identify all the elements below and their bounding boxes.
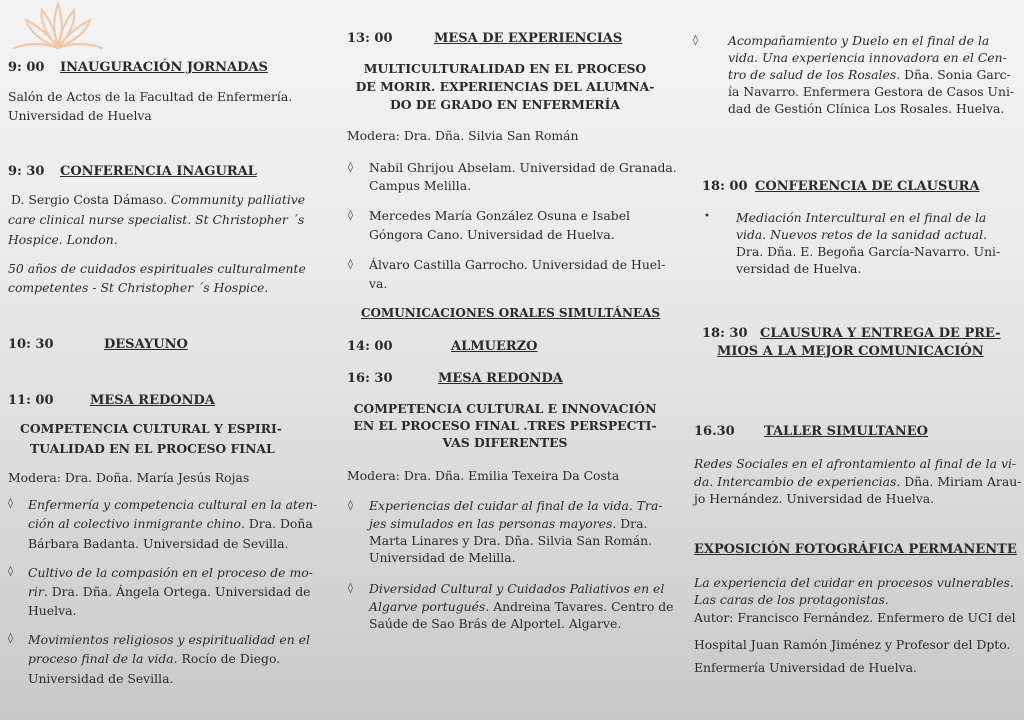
text-line: Hospital Juan Ramón Jiménez y Profesor del Dpto. bbox=[694, 637, 1011, 652]
italic-text: ción al colectivo inmigrante chino bbox=[28, 516, 241, 531]
text-line bbox=[28, 516, 313, 532]
text-line: versidad de Huelva. bbox=[736, 261, 862, 276]
time-label: 16: 30 bbox=[347, 371, 393, 386]
bullet-diamond-icon: ◊ bbox=[348, 210, 353, 221]
text-line: ía Navarro. Enfermera Gestora de Casos Uni- bbox=[728, 84, 1015, 99]
italic-text: Algarve portugués bbox=[369, 599, 486, 614]
plain-text: . Dra. bbox=[612, 516, 648, 531]
section-title: INAUGURACIÓN JORNADAS bbox=[60, 60, 268, 75]
text-line: La experiencia del cuidar en procesos vulnerables. bbox=[694, 575, 1014, 590]
section-title: DESAYUNO bbox=[104, 337, 188, 352]
text-line: Redes Sociales en el afrontamiento al final de la vi- bbox=[694, 456, 1017, 471]
text-line: Saúde de Sao Brás de Alportel. Algarve. bbox=[369, 616, 622, 631]
subtitle-line: MULTICULTURALIDAD EN EL PROCESO bbox=[363, 61, 647, 76]
lotus-logo-icon bbox=[8, 0, 108, 52]
text-line: vida. Una experiencia innovadora en el Cen- bbox=[728, 50, 1007, 65]
text-line: Nabil Ghrijou Abselam. Universidad de Granada. bbox=[369, 160, 677, 175]
moderator-line: Modera: Dra. Dña. Silvia San Román bbox=[347, 128, 579, 143]
section-title: EXPOSICIÓN FOTOGRÁFICA PERMANENTE bbox=[694, 542, 1017, 557]
plain-text: . Dña. Miriam Arau- bbox=[896, 474, 1022, 489]
text-line bbox=[369, 516, 647, 532]
time-label: 18: 30 bbox=[702, 326, 748, 341]
italic-text: da. Intercambio de experiencias bbox=[694, 474, 897, 489]
text-line: Bárbara Badanta. Universidad de Sevilla. bbox=[28, 536, 289, 551]
text-line: Universidad de Sevilla. bbox=[28, 671, 174, 686]
text-line bbox=[28, 584, 310, 600]
text-line: Mercedes María González Osuna e Isabel bbox=[369, 208, 631, 223]
time-label: 9: 00 bbox=[8, 60, 45, 75]
subtitle-line: TUALIDAD EN EL PROCESO FINAL bbox=[30, 441, 275, 456]
text-line bbox=[369, 599, 674, 615]
subtitle-line: DE MORIR. EXPERIENCIAS DEL ALUMNA- bbox=[355, 79, 655, 94]
moderator-line: Modera: Dra. Dña. Emilia Texeira Da Costa bbox=[347, 468, 620, 483]
text-line: Las caras de los protagonistas. bbox=[694, 592, 889, 607]
text-line: Universidad de Melilla. bbox=[369, 550, 516, 565]
text-line: care clinical nurse specialist. St Christopher ´s bbox=[8, 212, 305, 227]
bullet-diamond-icon: ◊ bbox=[348, 259, 353, 270]
subtitle-line: EN EL PROCESO FINAL .TRES PERSPECTI- bbox=[353, 418, 657, 433]
text-line: Salón de Actos de la Facultad de Enfermería. bbox=[8, 89, 293, 104]
text-line: Mediación Intercultural en el final de la bbox=[736, 210, 987, 225]
plain-text: . Andreina Tavares. Centro de bbox=[485, 599, 674, 614]
plain-text: . Dña. Sonia Garc- bbox=[896, 67, 1011, 82]
time-label: 16.30 bbox=[694, 424, 735, 439]
text-line: Dra. Dña. E. Begoña García-Navarro. Uni- bbox=[736, 244, 1001, 259]
text-line bbox=[28, 651, 280, 667]
section-title: COMUNICACIONES ORALES SIMULTÁNEAS bbox=[361, 306, 661, 320]
text-line: Enfermería y competencia cultural en la aten- bbox=[28, 497, 318, 512]
bullet-diamond-icon: ◊ bbox=[348, 583, 353, 594]
plain-text: . bbox=[983, 227, 988, 242]
text-line: competentes - St Christopher ´s Hospice. bbox=[8, 280, 269, 295]
text-line: Universidad de Huelva bbox=[8, 108, 152, 123]
italic-text: proceso final de la vida bbox=[28, 651, 174, 666]
subtitle-line: COMPETENCIA CULTURAL E INNOVACIÓN bbox=[353, 401, 657, 416]
text-line: Autor: Francisco Fernández. Enfermero de UCI del bbox=[694, 610, 1016, 625]
time-label: 11: 00 bbox=[8, 393, 54, 408]
plain-text: . Dra. Doña bbox=[241, 516, 313, 531]
time-label: 10: 30 bbox=[8, 337, 54, 352]
section-title: MESA DE EXPERIENCIAS bbox=[434, 31, 623, 46]
text-line: Movimientos religiosos y espiritualidad en el bbox=[28, 632, 310, 647]
text-line: Huelva. bbox=[28, 603, 77, 618]
subtitle-line: COMPETENCIA CULTURAL Y ESPIRI- bbox=[20, 421, 282, 436]
italic-text: rir bbox=[28, 584, 44, 599]
section-title: CONFERENCIA INAGURAL bbox=[60, 164, 257, 179]
bullet-diamond-icon: ◊ bbox=[8, 566, 13, 577]
bullet-diamond-icon: ◊ bbox=[8, 498, 13, 509]
text-line: Acompañamiento y Duelo en el final de la bbox=[728, 33, 990, 48]
text-line bbox=[736, 227, 987, 243]
text-line: Experiencias del cuidar al final de la vida. Tra- bbox=[369, 498, 663, 513]
text-line: dad de Gestión Clínica Los Rosales. Huelva. bbox=[728, 101, 1005, 116]
text-line: Góngora Cano. Universidad de Huelva. bbox=[369, 227, 615, 242]
text-line: Campus Melilla. bbox=[369, 178, 472, 193]
text-line: Enfermería Universidad de Huelva. bbox=[694, 660, 917, 675]
italic-text: Community palliative bbox=[170, 192, 306, 207]
section-title: CONFERENCIA DE CLAUSURA bbox=[755, 179, 980, 194]
italic-text: jes simulados en las personas mayores bbox=[369, 516, 613, 531]
section-title: MESA REDONDA bbox=[90, 393, 215, 408]
section-title: MESA REDONDA bbox=[438, 371, 563, 386]
italic-text: tro de salud de los Rosales bbox=[728, 67, 897, 82]
text-line bbox=[694, 474, 1021, 490]
time-label: 9: 30 bbox=[8, 164, 45, 179]
text-line: jo Hernández. Universidad de Huelva. bbox=[694, 491, 935, 506]
subtitle-line: VAS DIFERENTES bbox=[442, 435, 568, 450]
time-label: 18: 00 bbox=[702, 179, 748, 194]
text-line: Cultivo de la compasión en el proceso de mo- bbox=[28, 565, 313, 580]
text-line bbox=[11, 192, 305, 208]
text-line: va. bbox=[369, 276, 388, 291]
text-line: Álvaro Castilla Garrocho. Universidad de Huel- bbox=[369, 257, 666, 272]
text-line: 50 años de cuidados espirituales culturalmente bbox=[8, 261, 306, 276]
section-title: ALMUERZO bbox=[451, 339, 538, 354]
bullet-diamond-icon: ◊ bbox=[8, 633, 13, 644]
subtitle-line: DO DE GRADO EN ENFERMERÍA bbox=[390, 97, 620, 112]
bullet-diamond-icon: ◊ bbox=[693, 35, 698, 46]
text-line bbox=[728, 67, 1011, 83]
bullet-diamond-icon: ◊ bbox=[348, 162, 353, 173]
time-label: 14: 00 bbox=[347, 339, 393, 354]
plain-text: . Dra. Dña. Ángela Ortega. Universidad de bbox=[43, 584, 311, 599]
bullet-diamond-icon: ◊ bbox=[348, 500, 353, 511]
section-title: CLAUSURA Y ENTREGA DE PRE- bbox=[760, 326, 1001, 341]
section-title: MIOS A LA MEJOR COMUNICACIÓN bbox=[717, 344, 984, 359]
speaker-name: D. Sergio Costa Dámaso. bbox=[11, 192, 168, 207]
section-title: TALLER SIMULTANEO bbox=[764, 424, 929, 439]
bullet-dot-icon: • bbox=[704, 211, 710, 222]
text-line: Diversidad Cultural y Cuidados Paliativos en el bbox=[369, 581, 665, 596]
plain-text: . Rocío de Diego. bbox=[173, 651, 281, 666]
text-line: Marta Linares y Dra. Dña. Silvia San Román. bbox=[369, 533, 652, 548]
text-line: Hospice. London. bbox=[8, 232, 118, 247]
italic-text: vida. Nuevos retos de la sanidad actual bbox=[736, 227, 984, 242]
moderator-line: Modera: Dra. Doña. María Jesús Rojas bbox=[8, 470, 250, 485]
time-label: 13: 00 bbox=[347, 31, 393, 46]
